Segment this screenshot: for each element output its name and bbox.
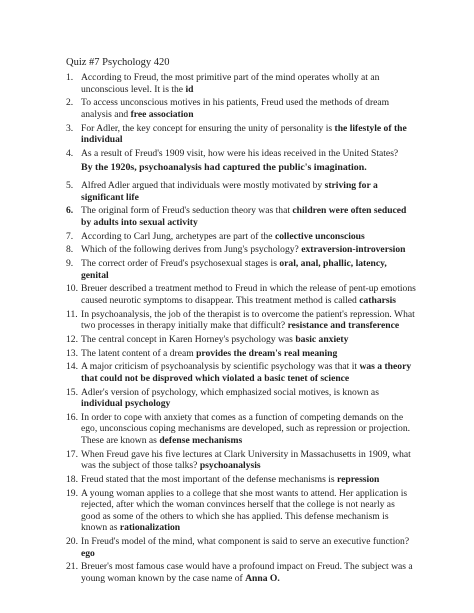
list-item	[66, 231, 416, 243]
list-item	[66, 258, 416, 281]
item-number: 5.	[66, 180, 74, 192]
item-number: 13.	[66, 347, 78, 359]
answer: psychoanalysis	[199, 460, 261, 472]
list-item	[66, 361, 416, 384]
item-text: According to Freud, the most primitive part of the mind operates wholly at an unconscious level. It is the id	[81, 72, 380, 95]
list-item	[66, 536, 416, 559]
list-item	[66, 283, 416, 306]
item-number: 12.	[66, 333, 78, 345]
answer: id	[185, 83, 194, 95]
answer: ego	[81, 547, 95, 559]
list-item	[66, 449, 416, 472]
answer: defense mechanisms	[159, 435, 243, 447]
answer: provides the dream's real meaning	[196, 347, 338, 359]
item-text: For Adler, the key concept for ensuring the unity of personality is the lifestyle of the individual	[81, 122, 407, 146]
item-number: 19.	[66, 487, 78, 499]
item-number: 18.	[66, 474, 78, 485]
answer: was a theory that could not be disproved which violated a basic tenet of science	[81, 361, 412, 384]
list-item	[66, 244, 416, 256]
answer: resistance and transference	[287, 320, 400, 332]
item-text: Breuer's most famous case would have a profound impact on Freud. The subject was a young woman known by the case name of Anna O.	[81, 561, 413, 585]
list-item	[66, 412, 416, 447]
item-text: A young woman applies to a college that she most wants to attend. Her application is rejected, after which the woman convinces herself that the college is not nearly as good as some of the others to which she has applied. This defense mechanism is known as rationalization	[81, 487, 408, 534]
list-item	[66, 348, 416, 360]
item-text: In order to cope with anxiety that comes as a function of competing demands on the ego, unconscious coping mechanisms are developed, such as repression or projection. These are known as defense mechanisms	[81, 411, 411, 447]
list-item	[66, 180, 416, 203]
answer: children were often seduced by adults into sexual activity	[81, 205, 407, 228]
item-number: 2.	[66, 97, 74, 109]
answer: Anna O.	[245, 573, 280, 585]
item-text: The central concept in Karen Horney's psychology was basic anxiety	[81, 333, 349, 345]
item-text: Alfred Adler argued that individuals were mostly motivated by striving for a significant life	[81, 180, 378, 203]
list-item	[66, 148, 416, 160]
item-number: 14.	[66, 361, 78, 373]
item-number: 21.	[66, 561, 78, 573]
answer: repression	[337, 474, 380, 485]
answer: extraversion-introversion	[301, 244, 406, 256]
answer: striving for a significant life	[81, 180, 378, 203]
item-text: Breuer described a treatment method to Freud in which the release of pent-up emotions caused neurotic symptoms to disappear. This treatment method is called catharsis	[81, 283, 416, 306]
item-number: 9.	[66, 258, 74, 270]
item-number: 10.	[66, 283, 78, 295]
item-text: The original form of Freud's seduction theory was that children were often seduced by adults into sexual activity	[81, 205, 407, 228]
answer: individual psychology	[81, 398, 171, 410]
answer: rationalization	[119, 522, 181, 534]
list-item	[66, 488, 416, 534]
list-item	[66, 97, 416, 120]
list-item	[66, 387, 416, 410]
item-number: 1.	[66, 72, 74, 83]
answer: catharsis	[359, 294, 397, 306]
item-number: 17.	[66, 448, 78, 460]
item-number: 4.	[66, 147, 74, 159]
item-text: To access unconscious motives in his patients, Freud used the methods of dream analysis and free association	[81, 97, 390, 120]
quiz-title: Quiz #7 Psychology 420	[66, 57, 170, 68]
item-number: 8.	[66, 244, 74, 256]
item-number: 3.	[66, 122, 74, 134]
item-text: Adler's version of psychology, which emphasized social motives, is known as individual psychology	[81, 386, 379, 410]
answer: oral, anal, phallic, latency, genital	[81, 258, 387, 281]
answer: the lifestyle of the individual	[81, 122, 407, 146]
answer: basic anxiety	[295, 333, 349, 345]
item-text: The latent content of a dream provides the dream's real meaning	[81, 347, 338, 359]
item-number: 16.	[66, 411, 78, 423]
item-number: 11.	[66, 308, 78, 320]
item-text: When Freud gave his five lectures at Clark University in Massachusetts in 1909, what was the subject of those talks? psychoanalysis	[81, 448, 411, 472]
item-text: A major criticism of psychoanalysis by scientific psychology was that it was a theory that could not be disproved which violated a basic tenet of science	[81, 361, 412, 384]
question-list	[66, 72, 416, 587]
list-item	[66, 309, 416, 332]
item-text: As a result of Freud's 1909 visit, how were his ideas received in the United States?	[81, 147, 399, 159]
list-item	[66, 474, 416, 486]
list-item	[66, 334, 416, 346]
item-text: Freud stated that the most important of the defense mechanisms is repression	[81, 474, 380, 485]
item-text: The correct order of Freud's psychosexual stages is oral, anal, phallic, latency, genital	[81, 258, 387, 281]
list-item	[66, 72, 416, 95]
item-text: Which of the following derives from Jung's psychology? extraversion-introversion	[81, 244, 406, 256]
list-item	[66, 561, 416, 584]
item-number: 6.	[66, 205, 74, 217]
item-text: According to Carl Jung, archetypes are part of the collective unconscious	[81, 230, 365, 242]
answer: collective unconscious	[274, 230, 365, 242]
item-number: 7.	[66, 230, 74, 242]
item-text: In Freud's model of the mind, what component is said to serve an executive function? ego	[81, 536, 410, 559]
item-number: 15.	[66, 386, 78, 398]
list-item	[66, 123, 416, 146]
item-number: 20.	[66, 536, 78, 548]
list-item	[66, 205, 416, 228]
answer-statement: By the 1920s, psychoanalysis had captured the public's imagination.	[81, 161, 367, 173]
item-text: In psychoanalysis, the job of the therapist is to overcome the patient's repression. What two processes in therapy initially make that difficult? resistance and transference	[81, 308, 415, 332]
answer: free association	[130, 108, 194, 120]
